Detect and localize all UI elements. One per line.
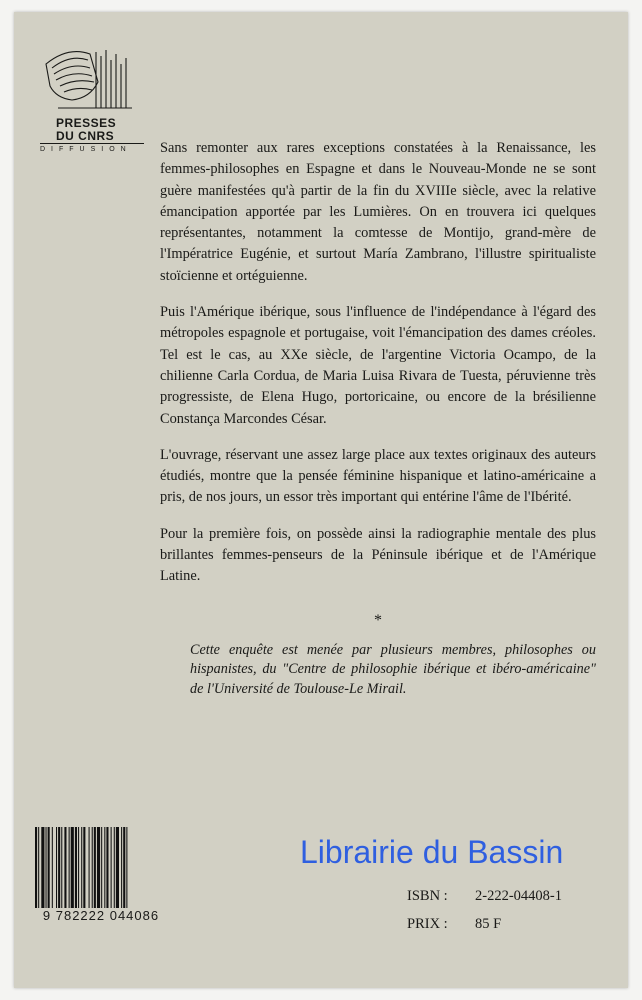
italic-note: Cette enquête est menée par plusieurs membres, philosophes ou hispanistes, du "Centre de philosophie ibérique et ibéro-américaine" de l'Université de Toulouse-Le Mirail. — [190, 641, 596, 697]
blurb-paragraph-1: Sans remonter aux rares exceptions constatées à la Renaissance, les femmes-philosophes en Espagne et dans le Nouveau-Monde ne se sont guère manifestées qu'à partir de la fin du XVIIIe siècle, avec la relative émancipation apportée par les Lumières. On en trouvera ici quelques représentantes, notamment la comtesse de Montijo, grand-mère de l'Impératrice Eugénie, et surtout María Zambrano, l'illustre spiritualiste stoïcienne et ortéguienne. — [160, 140, 596, 284]
price-value: 85 F — [475, 916, 502, 932]
blurb-paragraph-3: L'ouvrage, réservant une assez large place aux textes originaux des auteurs étudiés, montre que la pensée féminine hispanique et latino-américaine a pris, de nos jours, un essor très important qui entérine l'âme de l'Ibérité. — [160, 446, 596, 506]
logo-head-icon — [38, 42, 138, 122]
price-label: PRIX : — [407, 916, 448, 932]
asterisk-separator: * — [374, 611, 382, 629]
barcode-digits: 9 782222 044086 — [31, 908, 171, 923]
logo-presses-text: PRESSES — [56, 116, 117, 130]
book-back-cover — [14, 12, 628, 988]
blurb-paragraph-4: Pour la première fois, on possède ainsi la radiographie mentale des plus brillantes femmes-penseurs de la Péninsule ibérique et de l'Amérique Latine. — [160, 525, 596, 585]
blurb-paragraph-2: Puis l'Amérique ibérique, sous l'influence de l'indépendance à l'égard des métropoles espagnole et portugaise, voit l'émancipation des dames créoles. Tel est le cas, au XXe siècle, de l'argentine Victoria Ocampo, de la chilienne Carla Cordua, de Maria Luisa Rivara de Tuesta, péruvienne très progressiste, de Elena Hugo, portoricaine, ou encore de la brésilienne Constança Marcondes César. — [160, 304, 596, 427]
isbn-value: 2-222-04408-1 — [475, 888, 562, 904]
price-line — [407, 916, 501, 933]
logo-divider — [40, 143, 144, 144]
logo-du-cnrs-text: DU CNRS — [56, 129, 115, 143]
isbn-line — [407, 888, 562, 905]
blurb-text — [160, 138, 596, 699]
isbn-label: ISBN : — [407, 888, 448, 904]
logo-diffusion-text: DIFFUSION — [40, 146, 132, 153]
librairie-watermark: Librairie du Bassin — [300, 834, 564, 870]
presses-du-cnrs-logo — [38, 42, 144, 162]
